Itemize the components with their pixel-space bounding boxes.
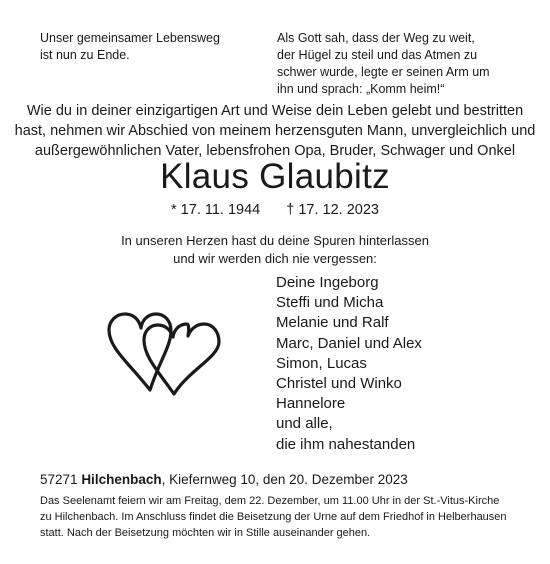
quote-right-line: Als Gott sah, dass der Weg zu weit,: [277, 31, 475, 45]
mourners-list: [276, 273, 516, 455]
memory-line: und wir werden dich nie vergessen:: [173, 251, 377, 266]
mourner-line: Melanie und Ralf: [276, 314, 389, 332]
mourner-line: Christel und Winko: [276, 375, 402, 393]
mourner-line: die ihm nahestanden: [276, 435, 416, 453]
mourner-line: Simon, Lucas: [276, 354, 367, 372]
birth-date: * 17. 11. 1944: [171, 202, 261, 218]
heart-right-icon: [144, 324, 219, 394]
two-hearts-icon: [103, 302, 225, 402]
intro-line: hast, nehmen wir Abschied von meinem herzensguten Mann, unvergleichlich und: [14, 123, 536, 139]
funeral-notice: [40, 493, 530, 541]
intro-text: [0, 101, 550, 161]
quote-right-line: der Hügel zu steil und das Atmen zu: [277, 48, 478, 62]
notice-line: statt. Nach der Beisetzung möchten wir in Stille auseinander gehen.: [40, 527, 371, 539]
memory-text: [0, 232, 550, 268]
mourner-line: Marc, Daniel und Alex: [276, 334, 422, 352]
place-and-date: [40, 471, 520, 489]
address-and-date: , Kiefernweg 10, den 20. Dezember 2023: [161, 472, 408, 487]
memory-line: In unseren Herzen hast du deine Spuren hinterlassen: [121, 233, 429, 248]
deceased-name: Klaus Glaubitz: [160, 157, 390, 196]
life-dates: [0, 200, 550, 220]
quote-right-line: schwer wurde, legte er seinen Arm um: [277, 65, 490, 79]
intro-line: Wie du in deiner einzigartigen Art und Weise dein Leben gelebt und bestritten: [26, 103, 524, 119]
notice-line: Das Seelenamt feiern wir am Freitag, dem 22. Dezember, um 11.00 Uhr in der St.-Vitus-Kirche: [40, 495, 500, 507]
mourner-line: Deine Ingeborg: [276, 274, 379, 291]
intro-line: außergewöhnlichen Vater, lebensfrohen Opa, Bruder, Schwager und Onkel: [34, 143, 516, 159]
mourner-line: Steffi und Micha: [276, 294, 384, 312]
quote-left-line: Unser gemeinsamer Lebensweg: [40, 31, 220, 45]
postcode: 57271: [40, 472, 78, 487]
quote-left: [40, 30, 250, 64]
mourner-line: und alle,: [276, 415, 333, 433]
quote-right-line: ihn und sprach: „Komm heim!“: [277, 82, 445, 96]
notice-line: zu Hilchenbach. Im Anschluss findet die Beisetzung der Urne auf dem Friedhof in Helberhausen: [40, 511, 507, 523]
mourner-line: Hannelore: [276, 395, 346, 413]
city: Hilchenbach: [81, 472, 162, 487]
death-date: † 17. 12. 2023: [286, 202, 379, 218]
quote-left-line: ist nun zu Ende.: [40, 48, 130, 62]
quote-right: [277, 30, 517, 98]
